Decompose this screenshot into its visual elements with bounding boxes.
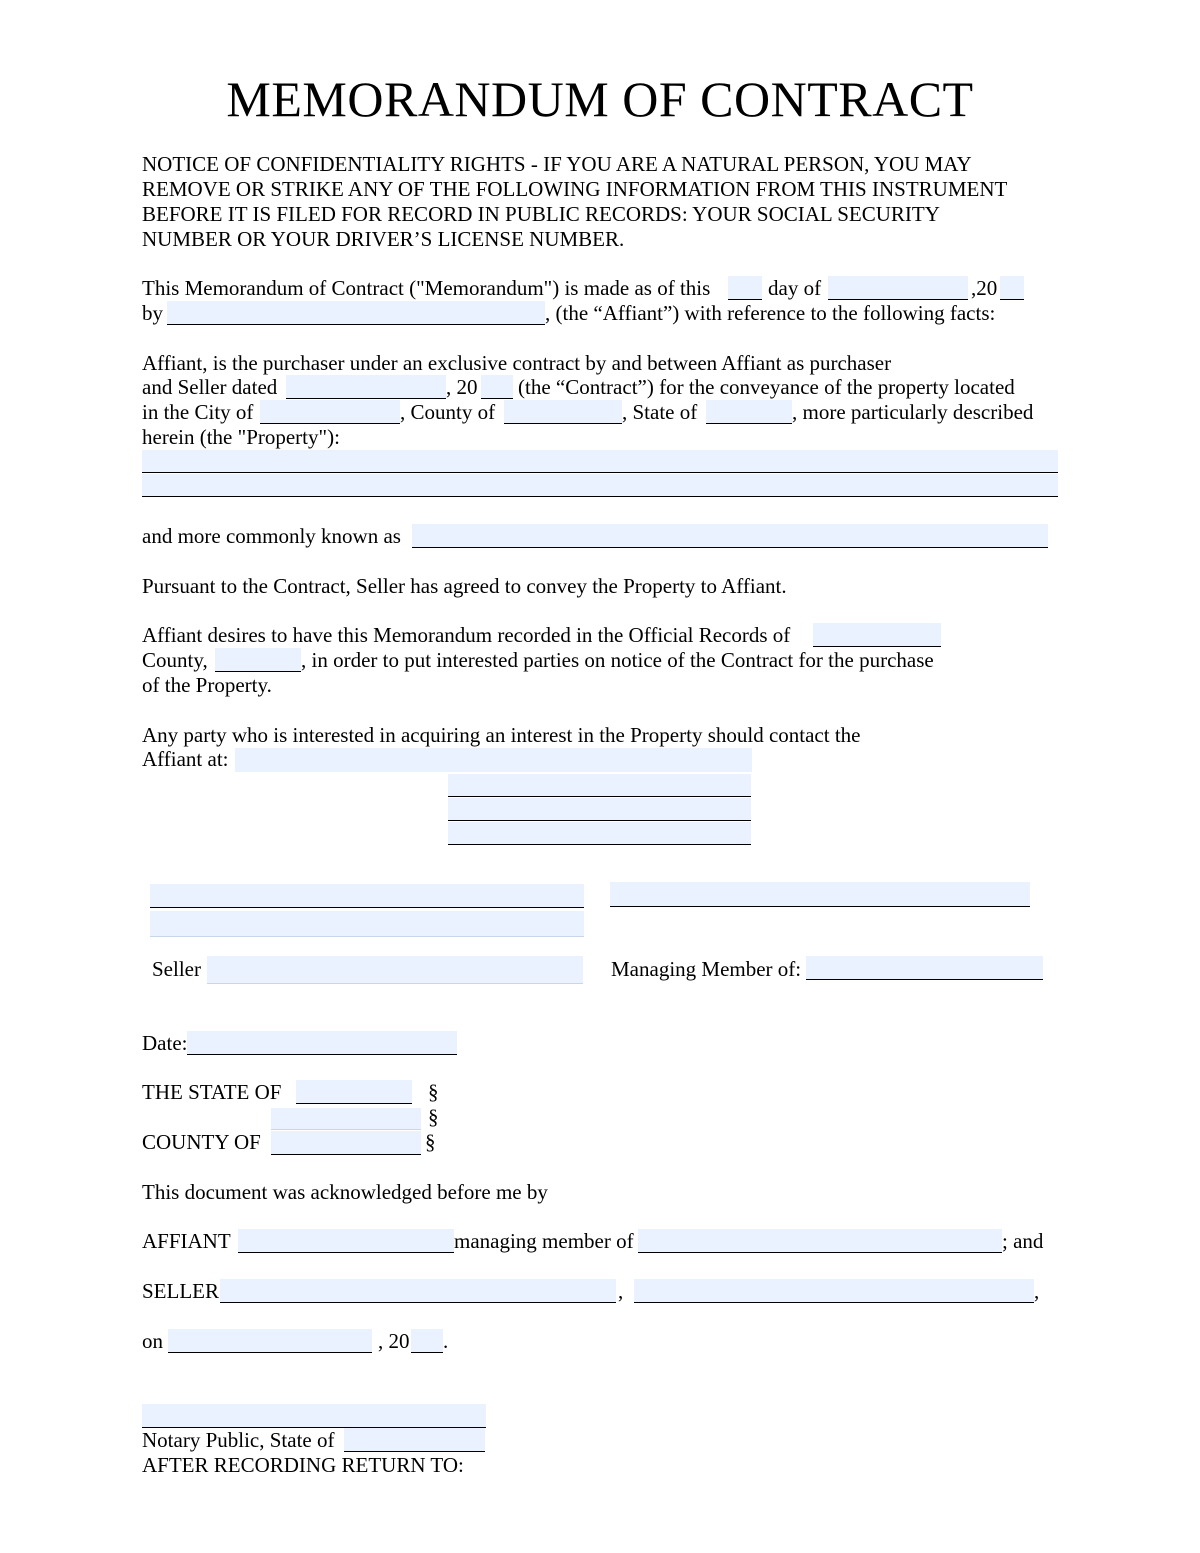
notary-blank-field[interactable] (271, 1108, 421, 1130)
contract-date-field[interactable] (286, 375, 446, 399)
state-field[interactable] (706, 400, 792, 424)
state-of-label: THE STATE OF (142, 1080, 282, 1104)
affiant-name-field[interactable] (167, 301, 545, 325)
notice-line-3: BEFORE IT IS FILED FOR RECORD IN PUBLIC RECORDS: YOUR SOCIAL SECURITY (142, 202, 940, 226)
on-label: on (142, 1329, 163, 1353)
month-field[interactable] (828, 276, 968, 300)
records-state-field[interactable] (215, 648, 301, 672)
managing-member-of-field[interactable] (806, 956, 1043, 980)
intro-year-prefix: ,20 (971, 276, 998, 300)
comma-2: , (1034, 1279, 1040, 1303)
property-description-line-2[interactable] (142, 474, 1058, 497)
county-of-label: COUNTY OF (142, 1130, 261, 1154)
notary-year-field[interactable] (411, 1329, 443, 1353)
after-recording-label: AFTER RECORDING RETURN TO: (142, 1453, 464, 1477)
year-field[interactable] (1000, 276, 1024, 300)
records-county-field[interactable] (813, 623, 941, 647)
period: . (443, 1329, 449, 1353)
notice-line-4: NUMBER OR YOUR DRIVER’S LICENSE NUMBER. (142, 227, 625, 251)
contract-year-field[interactable] (481, 375, 513, 399)
notary-year-prefix: , 20 (378, 1329, 410, 1353)
notary-state-field[interactable] (296, 1080, 412, 1104)
purchase-herein: herein (the "Property"): (142, 425, 340, 449)
page-title: MEMORANDUM OF CONTRACT (226, 71, 974, 127)
seller-signature-field[interactable] (150, 884, 584, 908)
affiant-address-line-1[interactable] (235, 748, 752, 772)
section-symbol-2: § (428, 1105, 439, 1129)
date-field[interactable] (187, 1031, 457, 1055)
city-field[interactable] (260, 400, 400, 424)
affiant-label: AFFIANT (142, 1229, 231, 1253)
intro-affiant-ref: , (the “Affiant”) with reference to the following facts: (545, 301, 996, 325)
contact-line-1: Any party who is interested in acquiring an interest in the Property should contact the (142, 723, 861, 747)
intro-by: by (142, 301, 163, 325)
affiant-address-line-3[interactable] (448, 798, 751, 821)
notary-date-field[interactable] (168, 1329, 372, 1353)
day-field[interactable] (728, 276, 762, 300)
acknowledged-text: This document was acknowledged before me by (142, 1180, 548, 1204)
notary-seller-title-field[interactable] (634, 1279, 1034, 1303)
recorded-notice: , in order to put interested parties on notice of the Contract for the purchase (301, 648, 934, 672)
commonly-known-label: and more commonly known as (142, 524, 401, 548)
intro-day-of: day of (768, 276, 822, 300)
recorded-county: County, (142, 648, 208, 672)
notary-seller-field[interactable] (220, 1279, 616, 1303)
seller-name-field[interactable] (150, 911, 584, 937)
purchase-line-1: Affiant, is the purchaser under an exclusive contract by and between Affiant as purchaser (142, 351, 892, 375)
purchase-contract-ref: (the “Contract”) for the conveyance of the property located (518, 375, 1015, 399)
purchase-comma-20: , 20 (446, 375, 478, 399)
purchase-seller-dated: and Seller dated (142, 375, 278, 399)
county-field[interactable] (504, 400, 622, 424)
section-symbol-1: § (428, 1080, 439, 1104)
contact-affiant-at: Affiant at: (142, 747, 229, 771)
affiant-address-line-2[interactable] (448, 774, 751, 797)
comma-1: , (618, 1279, 624, 1303)
managing-member-signature-field[interactable] (610, 882, 1030, 907)
purchase-more-particularly: , more particularly described (792, 400, 1034, 424)
affiant-address-line-4[interactable] (448, 822, 751, 845)
common-address-field[interactable] (412, 524, 1048, 548)
purchase-in-city-of: in the City of (142, 400, 254, 424)
managing-member-label: Managing Member of: (611, 957, 802, 981)
notary-county-field[interactable] (271, 1131, 421, 1155)
section-symbol-3: § (425, 1130, 436, 1154)
and-label: ; and (1002, 1229, 1044, 1253)
seller-notary-label: SELLER (142, 1279, 219, 1303)
pursuant-text: Pursuant to the Contract, Seller has agreed to convey the Property to Affiant. (142, 574, 787, 598)
purchase-county-of: , County of (400, 400, 496, 424)
recorded-line-1: Affiant desires to have this Memorandum recorded in the Official Records of (142, 623, 791, 647)
notice-line-1: NOTICE OF CONFIDENTIALITY RIGHTS - IF YOU ARE A NATURAL PERSON, YOU MAY (142, 152, 972, 176)
notary-affiant-field[interactable] (238, 1229, 454, 1253)
managing-member-of-label: managing member of (454, 1229, 634, 1253)
notary-public-label: Notary Public, State of (142, 1428, 335, 1452)
property-description-line-1[interactable] (142, 450, 1058, 473)
notary-signature-field[interactable] (142, 1404, 486, 1428)
recorded-line-3: of the Property. (142, 673, 272, 697)
date-label: Date: (142, 1031, 188, 1055)
seller-title-field[interactable] (207, 956, 583, 984)
notary-public-state-field[interactable] (344, 1428, 485, 1452)
purchase-state-of: , State of (622, 400, 698, 424)
notice-line-2: REMOVE OR STRIKE ANY OF THE FOLLOWING INFORMATION FROM THIS INSTRUMENT (142, 177, 1008, 201)
intro-made-as-of: This Memorandum of Contract ("Memorandum") is made as of this (142, 276, 711, 300)
seller-label: Seller (152, 957, 201, 981)
notary-company-field[interactable] (638, 1229, 1002, 1253)
